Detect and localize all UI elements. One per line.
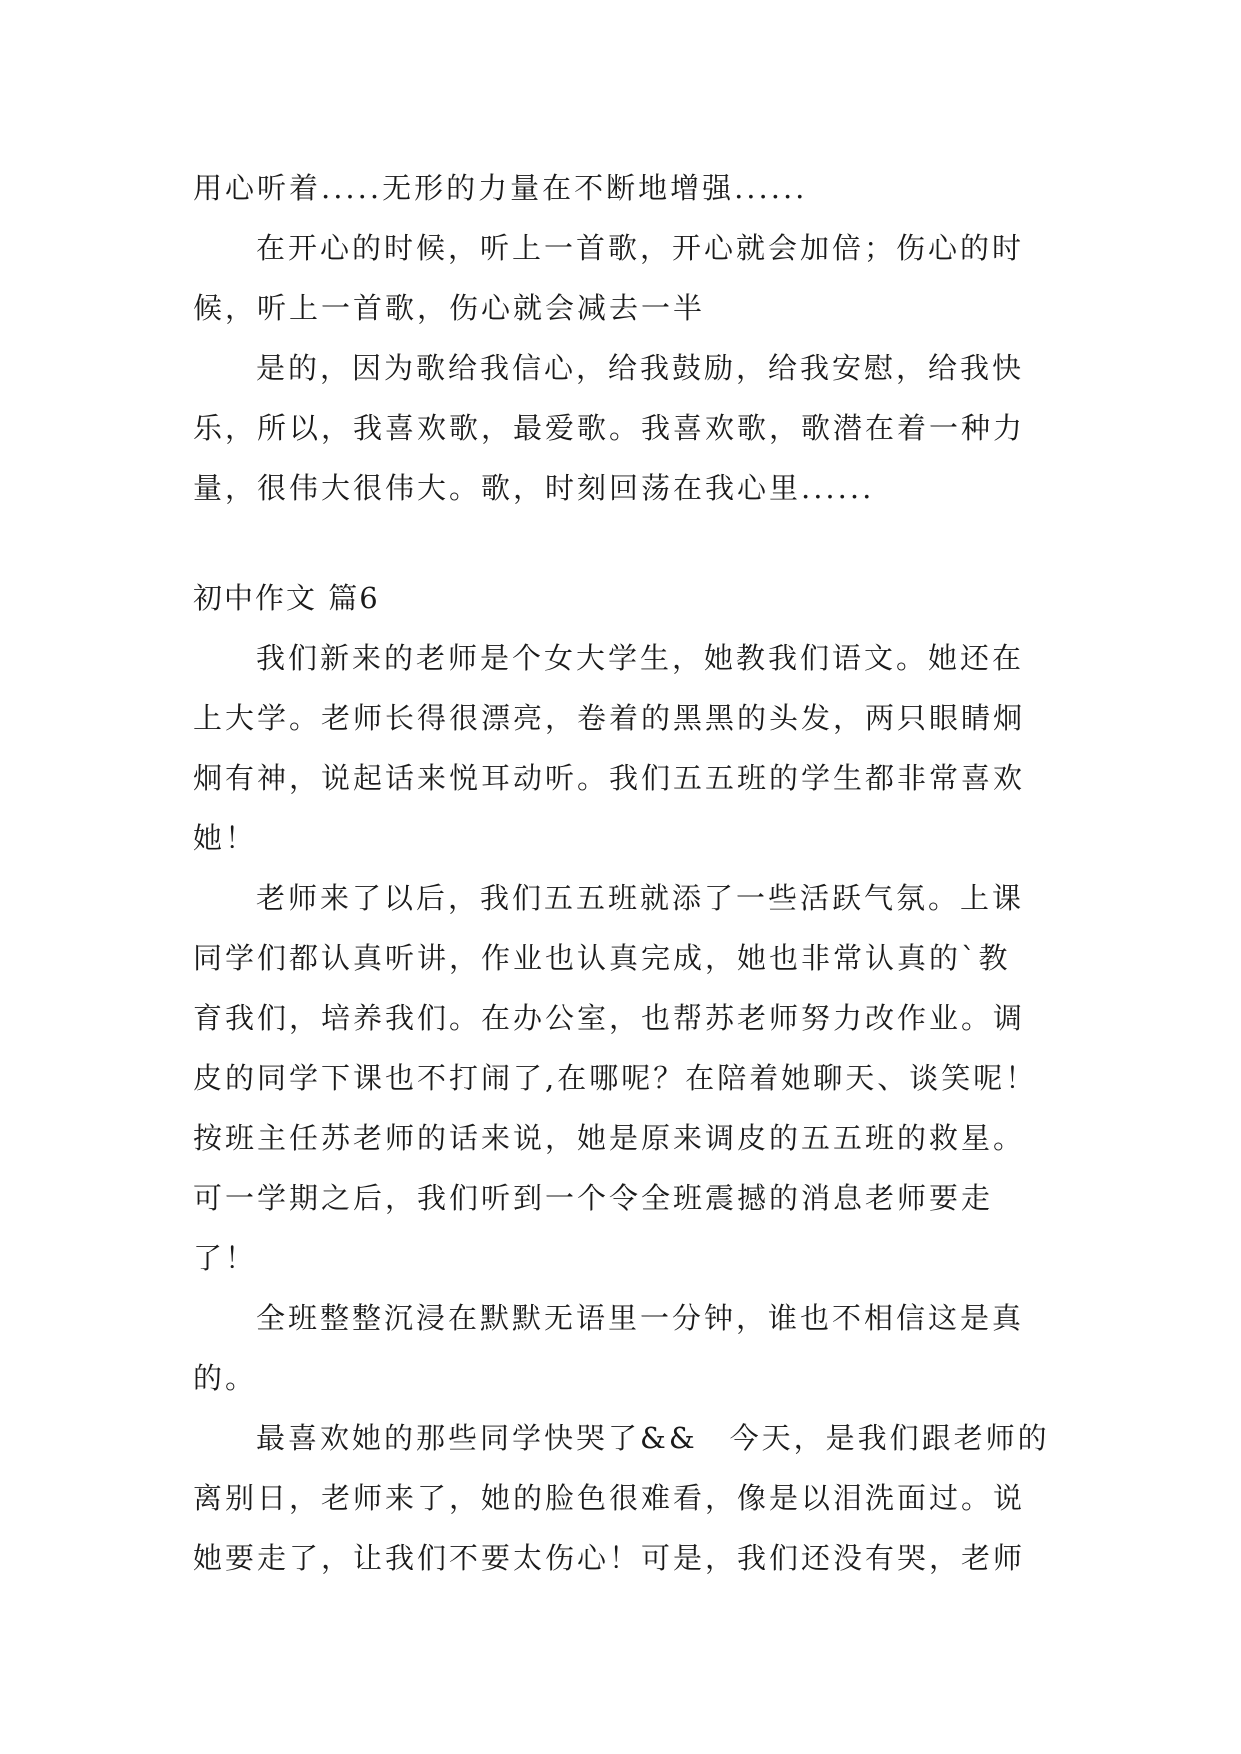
paragraph-line: 皮的同学下课也不打闹了,在哪呢？在陪着她聊天、谈笑呢！ [193, 1061, 1038, 1095]
section-heading: 初中作文 篇6 [193, 581, 380, 615]
paragraph-line: 最喜欢她的那些同学快哭了&& 今天，是我们跟老师的 [256, 1421, 1050, 1455]
paragraph-line: 她要走了，让我们不要太伤心！可是，我们还没有哭，老师 [193, 1541, 1026, 1575]
paragraph-line: 炯有神，说起话来悦耳动听。我们五五班的学生都非常喜欢 [193, 761, 1026, 795]
paragraph-line: 离别日，老师来了，她的脸色很难看，像是以泪洗面过。说 [193, 1481, 1026, 1515]
paragraph-line: 可一学期之后，我们听到一个令全班震撼的消息老师要走 [193, 1181, 994, 1215]
paragraph-line: 按班主任苏老师的话来说，她是原来调皮的五五班的救星。 [193, 1121, 1026, 1155]
paragraph-line: 是的，因为歌给我信心，给我鼓励，给我安慰，给我快 [256, 351, 1025, 385]
paragraph-line: 老师来了以后，我们五五班就添了一些活跃气氛。上课 [256, 881, 1025, 915]
paragraph-line: 全班整整沉浸在默默无语里一分钟，谁也不相信这是真 [256, 1301, 1025, 1335]
paragraph-line: 量，很伟大很伟大。歌，时刻回荡在我心里...... [193, 471, 875, 505]
paragraph-line: 了！ [193, 1241, 258, 1275]
paragraph-line: 上大学。老师长得很漂亮，卷着的黑黑的头发，两只眼睛炯 [193, 701, 1026, 735]
paragraph-line: 她！ [193, 821, 258, 855]
paragraph-line: 我们新来的老师是个女大学生，她教我们语文。她还在 [256, 641, 1025, 675]
paragraph-line: 同学们都认真听讲，作业也认真完成，她也非常认真的`教 [193, 941, 1011, 975]
paragraph-line: 在开心的时候，听上一首歌，开心就会加倍；伤心的时 [256, 231, 1025, 265]
paragraph-line: 育我们，培养我们。在办公室，也帮苏老师努力改作业。调 [193, 1001, 1026, 1035]
paragraph-line: 候，听上一首歌，伤心就会减去一半 [193, 291, 706, 325]
paragraph-line: 的。 [193, 1361, 258, 1395]
paragraph-line: 乐，所以，我喜欢歌，最爱歌。我喜欢歌，歌潜在着一种力 [193, 411, 1026, 445]
paragraph-line: 用心听着.....无形的力量在不断地增强...... [193, 171, 808, 205]
